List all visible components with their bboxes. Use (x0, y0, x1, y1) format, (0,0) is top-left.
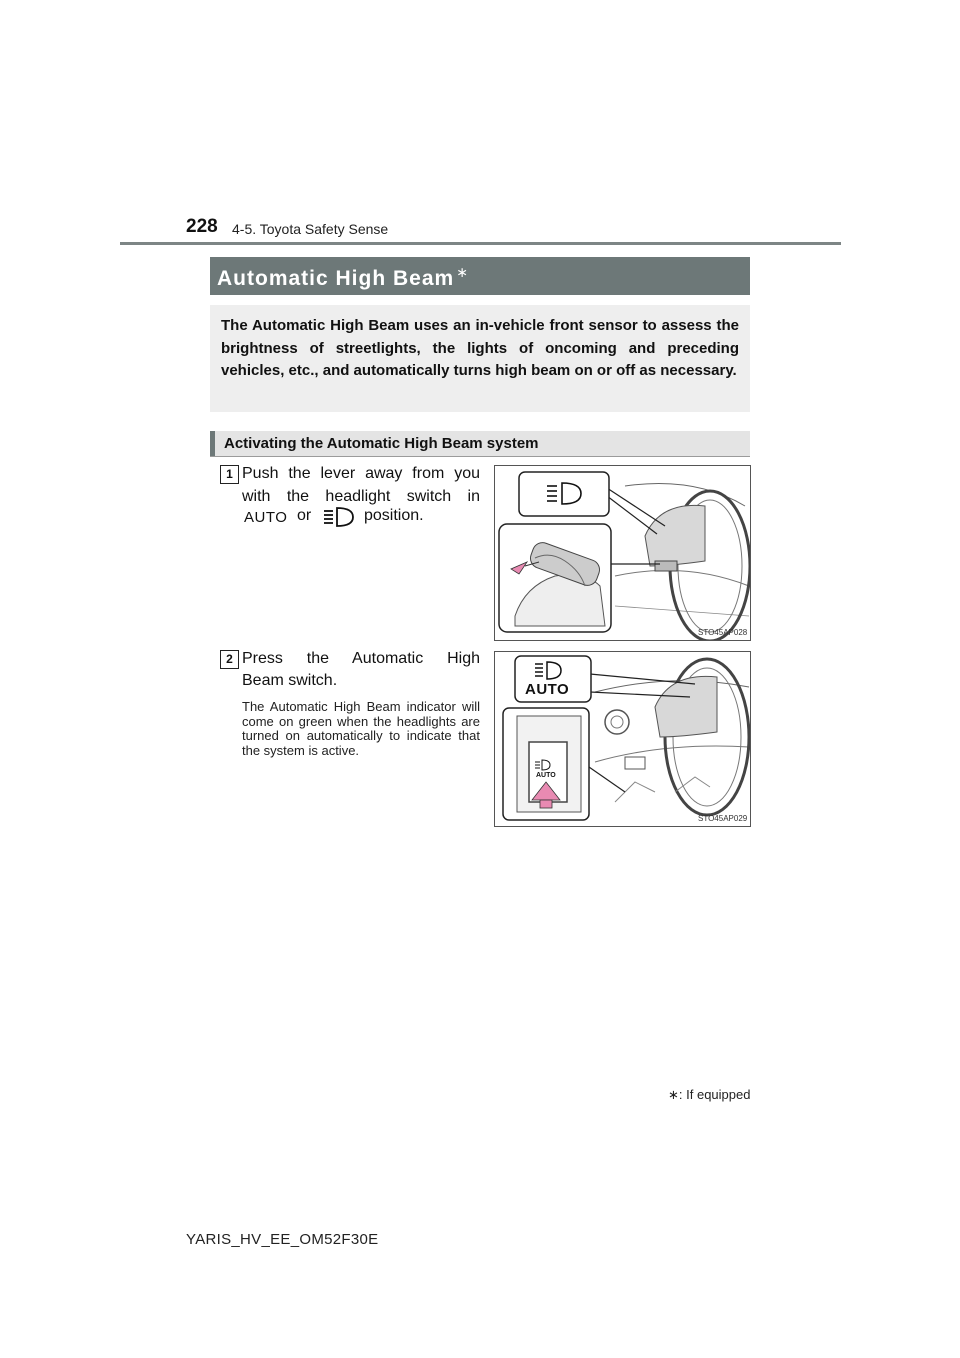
step-2-line-2: Beam switch. (242, 672, 338, 689)
page-number: 228 (186, 216, 218, 237)
page-title-text: Automatic High Beam (217, 267, 455, 290)
step-2-line-1: Press the Automatic High (242, 650, 480, 667)
figure-lever-illustration (494, 465, 751, 641)
position-word: position. (364, 507, 424, 524)
step-1-line-3 (242, 506, 482, 530)
footnote (668, 1087, 750, 1103)
switch-illustration (495, 652, 750, 826)
step-1-line-2: with the headlight switch in (242, 488, 480, 505)
title-bar (210, 257, 750, 295)
auto-symbol: AUTO (244, 509, 288, 526)
figure-switch-illustration (494, 651, 751, 827)
subheading-accent (210, 431, 215, 456)
step-1-line-1: Push the lever away from you (242, 465, 480, 482)
step-2-note: The Automatic High Beam indicator will come on green when the headlights are turned on automatically to indicate that the system is active. (242, 699, 480, 758)
header-rule (120, 242, 841, 245)
subheading (210, 431, 750, 457)
subheading-text: Activating the Automatic High Beam system (224, 435, 539, 452)
section-label: 4-5. Toyota Safety Sense (232, 221, 389, 237)
or-word: or (297, 507, 312, 524)
equipped-marker: ∗ (456, 264, 469, 280)
auto-button-label: AUTO (536, 772, 556, 779)
footnote-text: : If equipped (678, 1087, 751, 1102)
step-2-badge: 2 (220, 650, 239, 669)
step-1-badge: 1 (220, 465, 239, 484)
footer-code: YARIS_HV_EE_OM52F30E (186, 1231, 379, 1248)
lever-illustration (495, 466, 750, 640)
figure-2-code: STO45AP029 (698, 814, 748, 823)
figure-1-code: STO45AP028 (698, 628, 748, 637)
footnote-marker: ∗ (668, 1087, 679, 1102)
headlight-icon (322, 506, 356, 528)
intro-text: The Automatic High Beam uses an in-vehicle front sensor to assess the brightness of streetlights, the lights of oncoming and preceding vehicles, etc., and automatically turns high beam on or off as necessary. (221, 317, 739, 379)
page-title (217, 264, 469, 291)
auto-callout-label: AUTO (525, 681, 570, 698)
intro-box (210, 305, 750, 412)
